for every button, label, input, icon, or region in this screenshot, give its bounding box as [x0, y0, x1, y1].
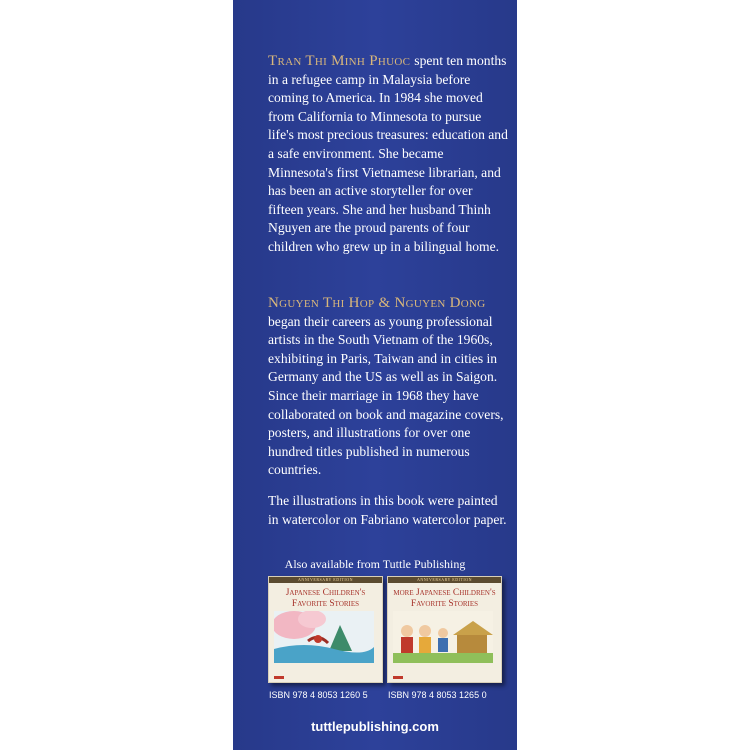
- illustration-note: The illustrations in this book were painted in watercolor on Fabriano watercolor paper.: [268, 493, 507, 527]
- publisher-logo: [393, 676, 403, 679]
- book-title: Japanese Children's Favorite Stories: [285, 588, 366, 609]
- author-bio: [268, 52, 508, 257]
- publisher-website: tuttlepublishing.com: [311, 719, 439, 734]
- illustrator-names: Nguyen Thi Hop & Nguyen Dong: [268, 295, 486, 311]
- author-bio-text: spent ten months in a refugee camp in Malaysia before coming to America. In 1984 she moved from California to Minnesota to pursue life's most precious treasures: education and a safe environment. She became Minnesota's first Vietnamese librarian, and has been an active storyteller for over fifteen years. She and her husband Thinh Nguyen are the proud parents of four children who grew up in a bilingual home.: [268, 53, 508, 254]
- illustrator-bio-text: began their careers as young professional artists in the South Vietnam of the 1960s, exhibiting in Paris, Taiwan and in cities in Germany and the US as well as in Saigon. Since their marriage in 1968 they have collaborated on book and magazine covers, posters, and illustrations for over one hundred titles published in numerous countries.: [268, 313, 504, 478]
- publisher-logo: [274, 676, 284, 679]
- book-banner: ANNIVERSARY EDITION: [388, 577, 501, 583]
- book-banner: ANNIVERSARY EDITION: [269, 577, 382, 583]
- book-title: more Japanese Children's Favorite Stories: [393, 588, 496, 609]
- illustrator-bio: [268, 294, 508, 480]
- isbn-book-2: ISBN 978 4 8053 1265 0: [388, 690, 487, 700]
- isbn-book-1: ISBN 978 4 8053 1260 5: [269, 690, 368, 700]
- book-cover-japanese-childrens-favorite-stories: [268, 576, 383, 683]
- book-cover-illustration: [393, 611, 493, 663]
- also-available-heading: Also available from Tuttle Publishing: [284, 557, 466, 571]
- book-cover-illustration: [274, 611, 374, 663]
- author-name: Tran Thi Minh Phuoc: [268, 53, 415, 69]
- book-cover-more-japanese-childrens-favorite-stories: [387, 576, 502, 683]
